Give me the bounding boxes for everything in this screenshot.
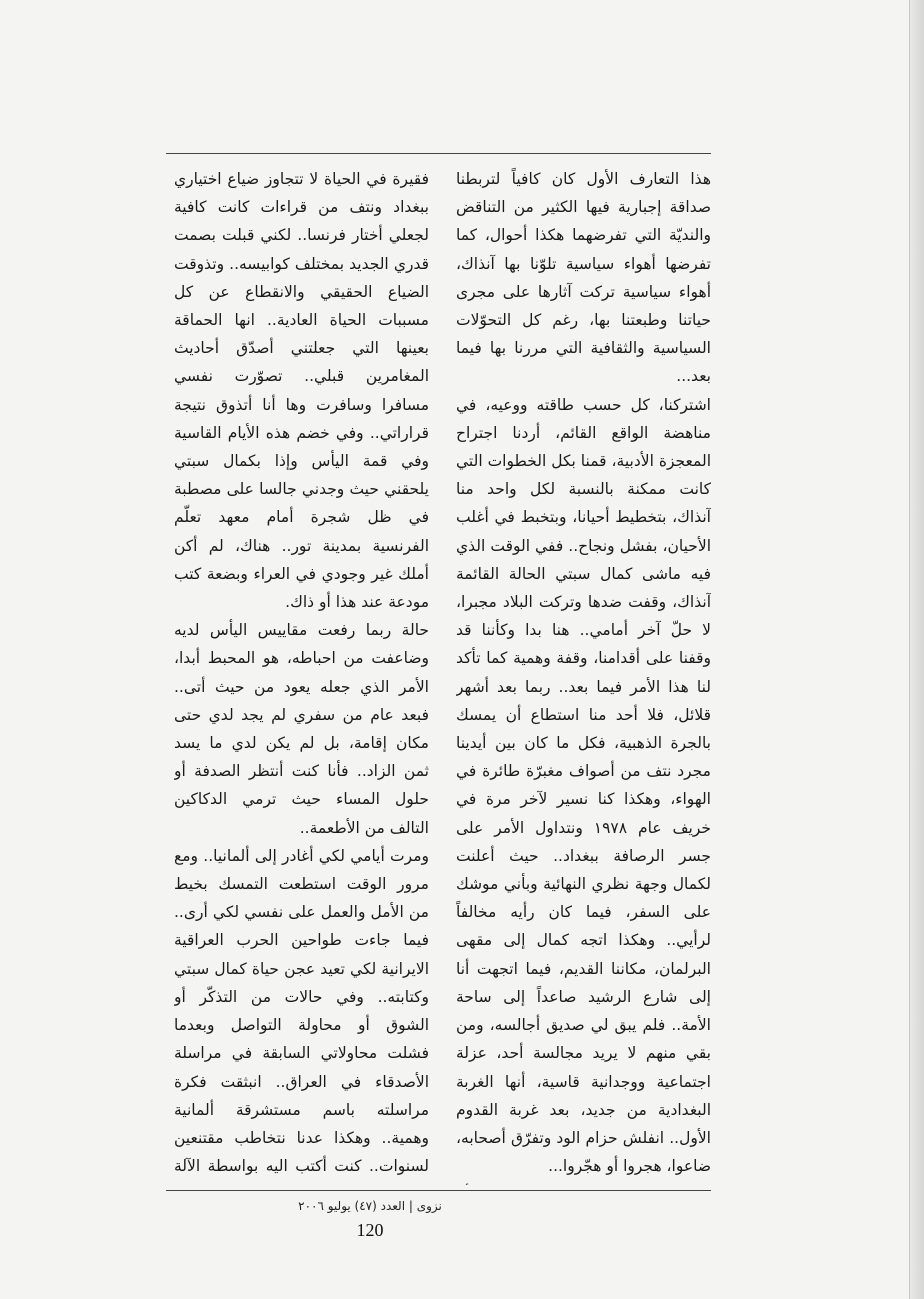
- page-edge: [909, 0, 924, 1299]
- header-rule: [166, 153, 711, 154]
- paragraph: هذا التعارف الأول كان كافياً لتربطنا صداقة إجبارية فيها الكثير من التناقض والنديّة التي تفرضهما هكذا أحوال، كما تفرضها أهواء سياسية تلوّنا بها آنذاك، أهواء سياسية تركت آثارها على مجرى حياتنا وطبعتنا بها، رغم كل التحوّلات السياسية والثقافية التي مررنا بها فيما بعد...: [456, 170, 711, 386]
- article-column-left: [174, 165, 429, 1185]
- article-column-right: [456, 165, 711, 1185]
- page-number: 120: [356, 1220, 384, 1240]
- issue-line: نزوى | العدد (٤٧) يوليو ٢٠٠٦: [298, 1199, 442, 1213]
- paragraph: [456, 1180, 711, 1185]
- paragraph: حالة ربما رفعت مقاييس اليأس لديه وضاعفت من احباطه، هو المحبط أبدا، الأمر الذي جعله يعود من حيث أتى.. فبعد عام من سفري لم يجد لدي حتى مكان إقامة، بل لم يكن لدي ما يسد ثمن الزاد.. فأنا كنت أنتظر الصدفة أو حلول المساء حيث ترمي الدكاكين التالف من الأطعمة..: [174, 621, 429, 837]
- footer-rule: [166, 1190, 711, 1191]
- paragraph: فقيرة في الحياة لا تتجاوز ضياع اختياري ببغداد ونتف من قراءات كانت كافية لجعلي أختار فرنسا.. لكني قبلت بصمت قدري الجديد بمختلف كوابيسه.. وتذوقت الضياع الحقيقي والانقطاع عن كل مسببات الحياة العادية.. انها الحماقة بعينها التي جعلتني أصدّق أحاديث المغامرين قبلي.. تصوّرت نفسي مسافرا وسافرت وها أنا أتذوق نتيجة قراراتي.. وفي خضم هذه الأيام القاسية وفي قمة اليأس وإذا بكمال سبتي يلحقني حيث وجدني جالسا على مصطبة في ظل شجرة أمام معهد تعلّم الفرنسية بمدينة تور.. هناك، لم أكن أملك غير وجودي في العراء وبضعة كتب مودعة عند هذا أو ذاك.: [174, 170, 429, 612]
- paragraph: اشتركنا، كل حسب طاقته ووعيه، في مناهضة الواقع القائم، أردنا اجتراح المعجزة الأدبية، قمنا بكل الخطوات التي كانت ممكنة بالنسبة لكل واحد منا آنذاك، بتخطيط أحيانا، وبتخبط في أغلب الأحيان، بفشل ونجاح.. ففي الوقت الذي فيه ماشى كمال سبتي الحالة القائمة آنذاك، وقفت ضدها وتركت البلاد مجبرا، لا حلّ آخر أمامي.. هنا بدا وكأننا قد وقفنا على أقدامنا، وقفة وهمية كما تأكد لنا هذا الأمر فيما بعد.. ربما بعد أشهر قلائل، فلا أحد منا استطاع أن يمسك بالجرة الذهبية، فكل ما كان بين أيدينا مجرد نتف من أصواف مغبرّة طائرة في الهواء، وهكذا كنا نسير لآخر مرة في خريف عام ١٩٧٨ ونتداول الأمر على جسر الرصافة ببغداد.. حيث أعلنت لكمال وجهة نظري النهائية وبأني موشك على السفر، فيما كان رأيه مخالفاً لرأيي.. وهكذا اتجه كمال إلى مقهى البرلمان، مكاننا القديم، فيما اتجهت أنا إلى شارع الرشيد صاعداً إلى ساحة الأمة.. فلم يبق لي صديق أجالسه، ومن بقي منهم لا يريد مجالسة أحد، عزلة اجتماعية ووجدانية قاسية، أنها الغربة البغدادية من جديد، بعد غربة القدوم الأول.. انفلش حزام الود وتفرّق أصحابه، ضاعوا، هجروا أو هجّروا...: [456, 395, 711, 1176]
- paragraph: ومرت أيامي لكي أغادر إلى ألمانيا.. ومع مرور الوقت استطعت التمسك بخيط من الأمل والعمل على نفسي لكي أرى.. فيما جاءت طواحين الحرب العراقية الايرانية لكي تعيد عجن حياة كمال سبتي وكتابته.. وفي حالات من التذكّر أو الشوق أو محاولة التواصل وبعدما فشلت محاولاتي السابقة في مراسلة الأصدقاء في العراق.. انبثقت فكرة مراسلته باسم مستشرقة ألمانية وهمية.. وهكذا عدنا نتخاطب مقتنعين لسنوات.. كنت أكتب اليه بواسطة الآلة: [174, 846, 429, 1176]
